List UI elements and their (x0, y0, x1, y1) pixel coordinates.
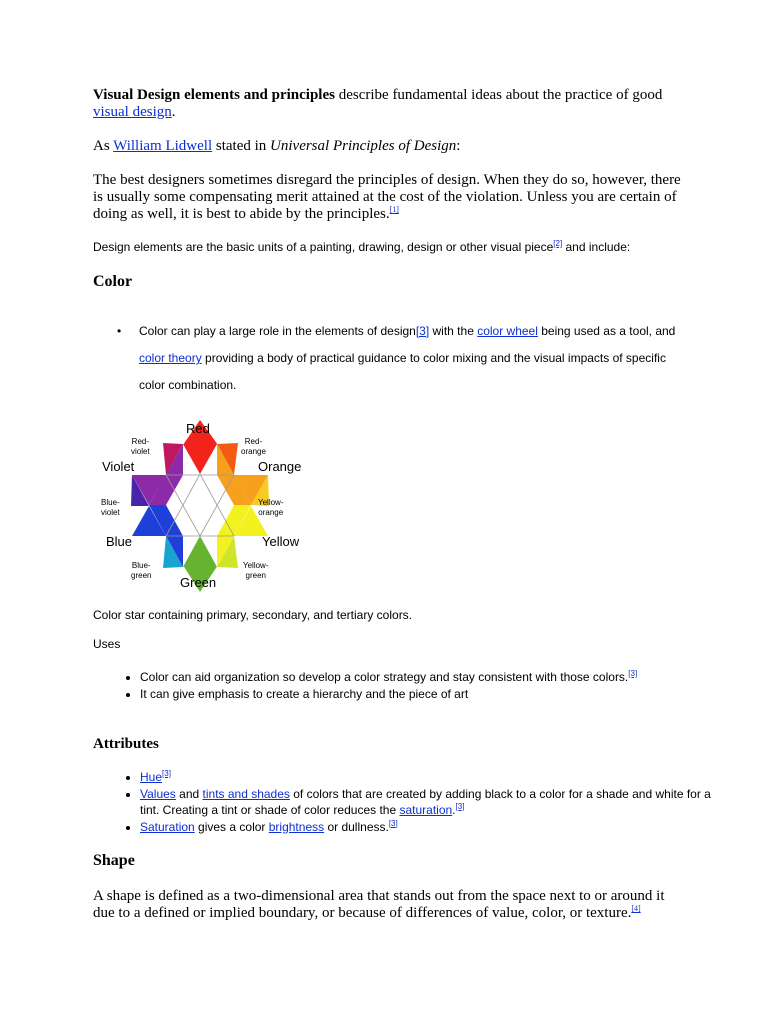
book-title: Universal Principles of Design (270, 138, 457, 154)
uses-item-2-text: It can give emphasis to create a hierarchy and the piece of art (140, 686, 469, 701)
design-elements-post: and include: (562, 240, 631, 254)
color-theory-link[interactable]: color theory (139, 351, 202, 365)
ref-3-link[interactable]: [3] (455, 802, 465, 811)
color-bullet-text (139, 318, 677, 399)
label-red: Red (186, 421, 210, 436)
attributes-values-end: . (452, 803, 456, 817)
color-star-caption: Color star containing primary, secondary, and tertiary colors. (93, 608, 413, 622)
label-orange: Orange (258, 459, 302, 474)
color-bullet-text-4: providing a body of practical guidance to color mixing and the visual impacts of specific color combination. (139, 351, 666, 392)
uses-heading: Uses (93, 637, 121, 651)
label-yellow-orange (258, 498, 284, 518)
ref-3-link[interactable]: [3] (162, 769, 171, 778)
quote-intro (93, 138, 683, 155)
color-wheel-link[interactable]: color wheel (477, 324, 538, 338)
brightness-link[interactable]: brightness (268, 819, 325, 834)
attributes-values-text: of colors that are created by adding black to a color for a shade and white for a tint. Creating a tint or shade of color reduces the (140, 786, 711, 817)
label-yellow-green (243, 561, 269, 581)
label-blue-violet-1: Blue- (101, 498, 120, 507)
intro-end: . (171, 104, 176, 120)
label-red-orange-2: orange (241, 447, 266, 456)
design-elements-line (93, 239, 683, 255)
quote-text: The best designers sometimes disregard the principles of design. When they do so, however, there is usually some compensating merit attained at the cost of the violation. Unless you are certain of doing as well, it is best to abide by the principles. (93, 172, 681, 222)
design-elements-text: Design elements are the basic units of a painting, drawing, design or other visual piece (93, 240, 554, 254)
label-blue-green-2: green (131, 571, 152, 580)
visual-design-link[interactable]: visual design (93, 104, 172, 120)
ref-1-link[interactable]: [1] (389, 205, 399, 214)
attributes-list (113, 769, 720, 835)
attributes-item-hue (140, 769, 720, 786)
ref-3-link[interactable]: [3] (628, 669, 638, 678)
ref-3-link[interactable]: [3] (415, 324, 430, 338)
attributes-saturation-text: gives a color (194, 819, 269, 834)
saturation-term-link[interactable]: Saturation (140, 819, 195, 834)
label-red-orange-1: Red- (244, 437, 263, 446)
quote-intro-mid: stated in (212, 138, 271, 154)
shape-heading: Shape (93, 852, 135, 869)
tints-and-shades-link[interactable]: tints and shades (202, 786, 290, 801)
intro-text: describe fundamental ideas about the practice of good (334, 87, 663, 103)
hue-link[interactable]: Hue (140, 770, 163, 784)
label-blue-green-1: Blue- (131, 561, 151, 570)
color-bullet (117, 318, 677, 399)
ref-4-link[interactable]: [4] (631, 904, 641, 913)
attributes-heading: Attributes (93, 736, 159, 752)
attributes-and: and (175, 786, 203, 801)
attributes-item-values (140, 786, 720, 819)
ref-3-link[interactable]: [3] (388, 818, 398, 828)
uses-list (113, 669, 720, 702)
attributes-saturation-end: or dullness. (324, 819, 389, 834)
label-blue-violet (101, 498, 120, 518)
label-red-orange (241, 437, 266, 457)
bullet-symbol: • (117, 324, 122, 338)
color-bullet-text-1: Color can play a large role in the elements of design (139, 324, 416, 338)
label-violet: Violet (102, 459, 135, 474)
label-yellow-orange-2: orange (258, 508, 284, 517)
label-yellow-orange-1: Yellow- (258, 498, 284, 507)
uses-item (140, 686, 720, 703)
label-red-violet-1: Red- (131, 437, 150, 446)
label-yellow: Yellow (262, 534, 300, 549)
shape-text: A shape is defined as a two-dimensional area that stands out from the space next to or around it due to a defined or implied boundary, or because of differences of value, color, or texture. (93, 888, 665, 921)
label-blue-green (131, 561, 151, 581)
shape-paragraph (93, 888, 683, 922)
label-yellow-green-2: green (245, 571, 266, 580)
quote-paragraph (93, 172, 683, 223)
ref-2-link[interactable]: [2] (553, 239, 563, 248)
color-bullet-text-2: with the (429, 324, 478, 338)
uses-item (140, 669, 720, 686)
saturation-link[interactable]: saturation (399, 803, 453, 817)
intro-paragraph (93, 87, 683, 121)
label-blue-violet-2: violet (101, 508, 120, 517)
label-red-violet (131, 437, 150, 457)
color-heading: Color (93, 273, 133, 290)
label-yellow-green-1: Yellow- (243, 561, 269, 570)
william-lidwell-link[interactable]: William Lidwell (113, 138, 213, 154)
color-star-diagram (93, 418, 323, 593)
uses-item-1-text: Color can aid organization so develop a color strategy and stay consistent with those colors. (140, 670, 629, 684)
attributes-item-saturation (140, 819, 720, 836)
values-link[interactable]: Values (140, 786, 176, 801)
intro-bold: Visual Design elements and principles (93, 87, 335, 103)
color-bullet-text-3: being used as a tool, and (537, 324, 676, 338)
label-blue: Blue (106, 534, 133, 549)
quote-intro-pre: As (93, 138, 114, 154)
quote-intro-post: : (456, 138, 461, 154)
label-green: Green (180, 575, 217, 590)
label-red-violet-2: violet (131, 447, 150, 456)
